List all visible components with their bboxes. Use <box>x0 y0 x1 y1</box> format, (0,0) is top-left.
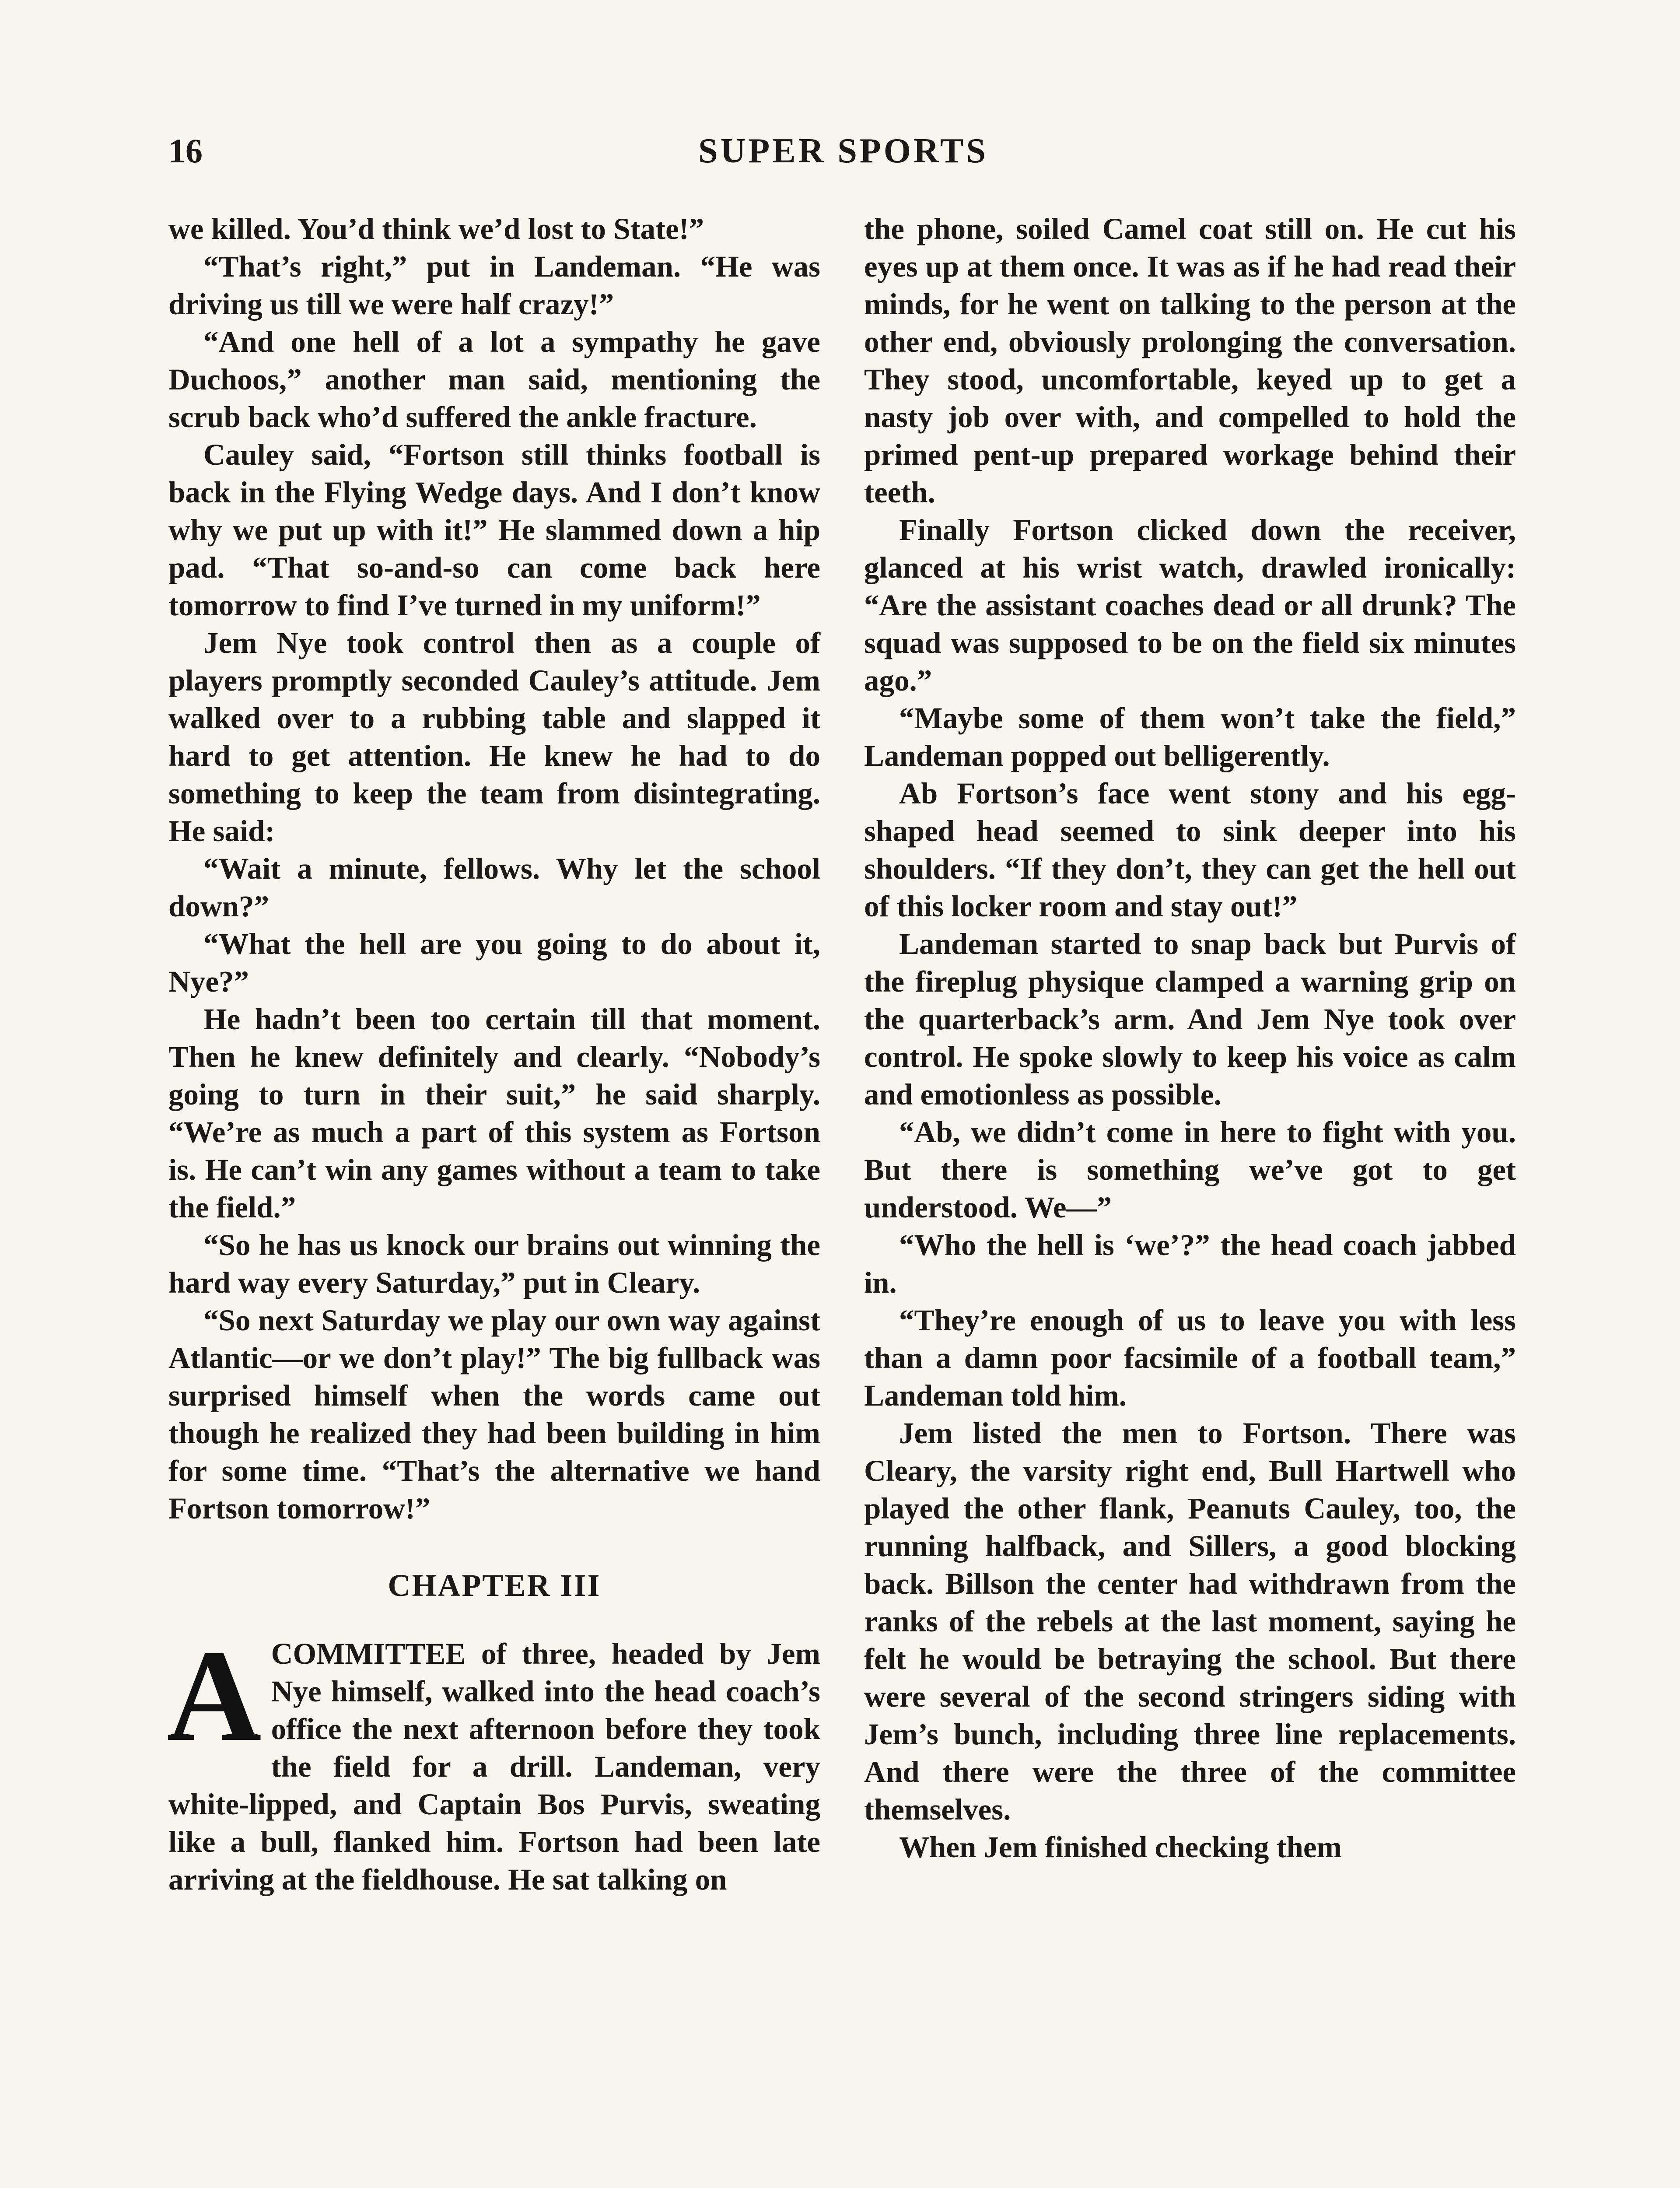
paragraph: “Wait a minute, fellows. Why let the school down?” <box>168 852 820 923</box>
chapter-opening-paragraph <box>167 1623 820 1898</box>
paragraph: “They’re enough of us to leave you with less than a damn poor facsimile of a football team,” Landeman told him. <box>864 1304 1516 1412</box>
paragraph: Jem listed the men to Fortson. There was Cleary, the varsity right end, Bull Hartwell who played the other flank, Peanuts Cauley, too, the running halfback, and Sillers, a good blocking back. Billson the center had withdrawn from the ranks of the rebels at the last moment, saying he felt he would be betraying the school. But there were several of the second stringers siding with Jem’s bunch, including three line replacements. And there were the three of the committee themselves. <box>864 1417 1516 1826</box>
paragraph: “Ab, we didn’t come in here to fight with you. But there is something we’ve got to get understood. We—” <box>864 1115 1516 1224</box>
paragraph: He hadn’t been too certain till that moment. Then he knew definitely and clearly. “Nobody’s going to turn in their suit,” he said sharply. “We’re as much a part of this system as Fortson is. He can’t win any games without a team to take the field.” <box>168 1003 820 1224</box>
paragraph: the phone, soiled Camel coat still on. He cut his eyes up at them once. It was as if he had read their minds, for he went on talking to the person at the other end, obviously prolonging the conversation. They stood, uncomfortable, keyed up to get a nasty job over with, and compelled to hold the primed pent-up prepared workage behind their teeth. <box>864 212 1516 509</box>
paragraph: we killed. You’d think we’d lost to State!” <box>168 212 704 245</box>
paragraph-text: COMMITTEE of three, headed by Jem Nye himself, walked into the head coach’s office the next afternoon before they took the field for a drill. Landeman, very white-lipped, and Captain Bos Purvis, sweating like a bull, flanked him. Fortson had been late arriving at the fieldhouse. He sat talking on <box>168 1637 820 1896</box>
page-header <box>168 127 1518 175</box>
running-head: SUPER SPORTS <box>698 132 988 170</box>
paragraph: Jem Nye took control then as a couple of players promptly seconded Cauley’s attitude. Jem walked over to a rubbing table and slapped it hard to get attention. He knew he had to do something to keep the team from disintegrating. He said: <box>168 626 820 848</box>
paragraph: Landeman started to snap back but Purvis of the fireplug physique clamped a warning grip on the quarterback’s arm. And Jem Nye took over control. He spoke slowly to keep his voice as calm and emotionless as possible. <box>864 927 1516 1111</box>
left-column <box>168 210 820 1898</box>
chapter-heading: CHAPTER III <box>388 1568 601 1603</box>
paragraph: “So he has us knock our brains out winning the hard way every Saturday,” put in Cleary. <box>168 1228 820 1299</box>
right-column <box>864 210 1516 1866</box>
paragraph: Finally Fortson clicked down the receiver, glanced at his wrist watch, drawled ironically: “Are the assistant coaches dead or all drunk? The squad was supposed to be on the field six minutes ago.” <box>864 513 1516 697</box>
paragraph: “What the hell are you going to do about it, Nye?” <box>168 927 820 998</box>
paragraph: Ab Fortson’s face went stony and his egg-shaped head seemed to sink deeper into his shoulders. “If they don’t, they can get the hell out of this locker room and stay out!” <box>864 777 1516 923</box>
paragraph: “Who the hell is ‘we’?” the head coach jabbed in. <box>864 1228 1516 1299</box>
paragraph: “That’s right,” put in Landeman. “He was driving us till we were half crazy!” <box>168 250 820 321</box>
paragraph: “So next Saturday we play our own way against Atlantic—or we don’t play!” The big fullback was surprised himself when the words came out though he realized they had been building in him for some time. “That’s the alternative we hand Fortson tomorrow!” <box>168 1304 820 1525</box>
paragraph: Cauley said, “Fortson still thinks football is back in the Flying Wedge days. And I don’t know why we put up with it!” He slammed down a hip pad. “That so-and-so can come back here tomorrow to find I’ve turned in my uniform!” <box>168 438 820 622</box>
paragraph: “Maybe some of them won’t take the field,” Landeman popped out belligerently. <box>864 701 1516 772</box>
paragraph: “And one hell of a lot a sympathy he gave Duchoos,” another man said, mentioning the scrub back who’d suffered the ankle fracture. <box>168 325 820 434</box>
paragraph: When Jem finished checking them <box>899 1830 1342 1864</box>
drop-cap: A <box>167 1623 262 1768</box>
page-number: 16 <box>168 132 203 170</box>
